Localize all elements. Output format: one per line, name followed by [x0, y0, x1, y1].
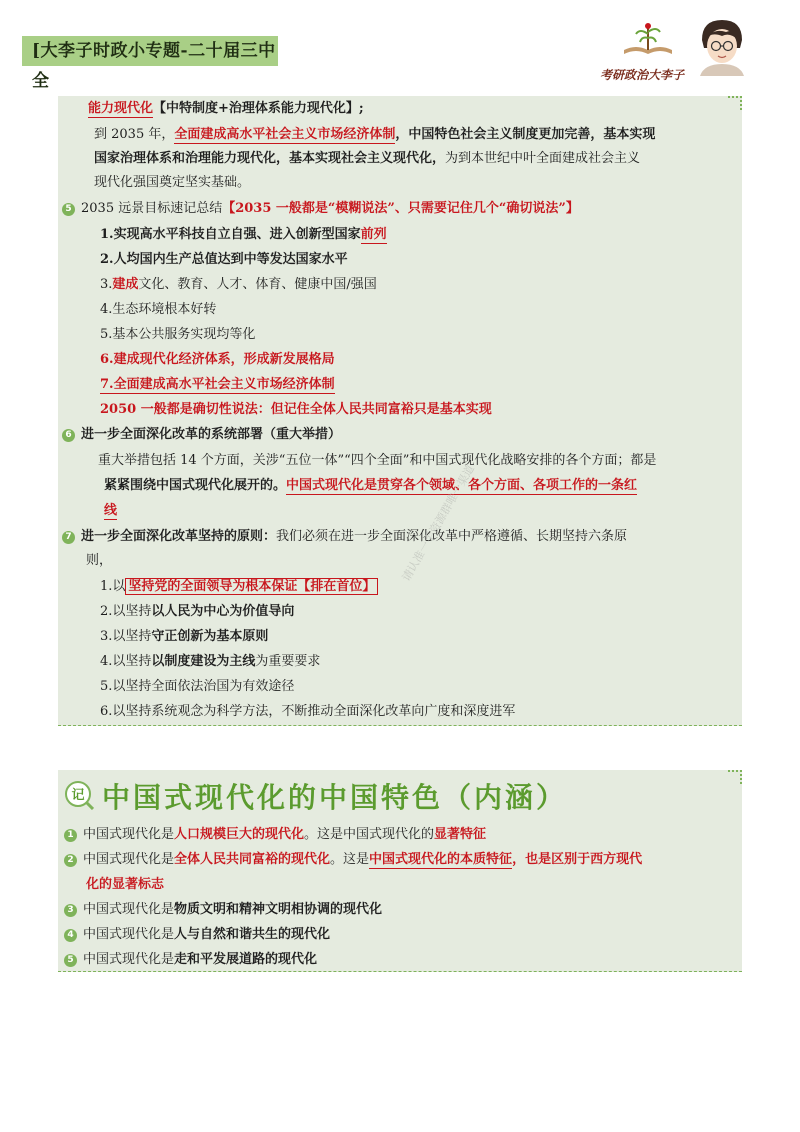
section-heading-7: [62, 528, 627, 546]
text-line: [86, 552, 112, 570]
number-badge-icon: 7: [62, 531, 75, 544]
list-item: [64, 951, 317, 969]
highlight-text: 中国式现代化的本质特征: [369, 852, 513, 867]
text-span: 2.以坚持: [100, 604, 152, 619]
list-item: [100, 301, 216, 319]
list-item: [100, 326, 255, 344]
text-span: 物质文明和精神文明相协调的现代化: [174, 902, 383, 917]
highlight-text: 中国式现代化是贯穿各个领域、各个方面、各项工作的一条红: [286, 478, 638, 493]
number-badge-icon: 4: [64, 929, 77, 942]
watermark-text: 请认准一手资源群唯一渠道: [399, 462, 477, 584]
text-span: 2035 远景目标速记总结: [81, 201, 223, 216]
highlight-text: 2050 一般都是确切性说法：但记住全体人民共同富裕只是基本实现: [100, 402, 492, 417]
card-corner-decoration: [728, 770, 742, 784]
text-span: 我们必须在进一步全面深化改革中严格遵循、长期坚持六条原: [276, 529, 628, 544]
text-span: 3.以坚持: [100, 629, 152, 644]
text-span: 走和平发展道路的现代化: [174, 952, 318, 967]
text-span: 紧紧围绕中国式现代化展开的。: [104, 478, 287, 493]
text-span: 守正创新为基本原则: [151, 629, 269, 644]
highlight-text: 线: [104, 503, 118, 518]
content-card-reform: [58, 96, 742, 726]
highlight-text: 建成: [112, 277, 139, 292]
list-item: [64, 926, 330, 944]
text-line: [94, 150, 640, 168]
brand: [600, 18, 750, 82]
list-item: [100, 226, 387, 244]
text-span: 中国式现代化是: [83, 827, 175, 842]
note-badge-icon: [64, 780, 94, 810]
highlight-text: 显著特征: [434, 827, 487, 842]
highlight-text: 【2035 一般都是“模糊说法”、只需要记住几个“确切说法”】: [222, 201, 579, 216]
section-heading-6: [62, 426, 341, 444]
highlight-text: ，也是区别于西方现代: [512, 852, 643, 867]
text-span: 4.以坚持: [100, 654, 152, 669]
text-line: [94, 126, 655, 144]
list-item: [100, 401, 492, 419]
highlight-text: 能力现代化: [88, 101, 154, 116]
list-item: [100, 376, 335, 394]
text-span: 中国式现代化是: [83, 952, 175, 967]
list-item: [100, 653, 320, 671]
number-badge-icon: 1: [64, 829, 77, 842]
highlight-text: 人口规模巨大的现代化: [174, 827, 305, 842]
number-badge-icon: 2: [64, 854, 77, 867]
text-line: [104, 502, 117, 520]
list-item: [100, 628, 268, 646]
text-span: 1.实现高水平科技自立自强、进入创新型国家: [100, 227, 361, 242]
text-span: 4.生态环境根本好转: [100, 302, 217, 317]
text-span: ，中国特色社会主义制度更加完善，基本实现: [395, 127, 656, 142]
text-span: 【中特制度+治理体系能力现代化】;: [153, 101, 364, 116]
text-span: 。这是中国式现代化的: [304, 827, 435, 842]
highlight-text: 前列: [360, 227, 387, 242]
section-heading-5: [62, 200, 579, 218]
text-span: 中国式现代化是: [83, 902, 175, 917]
text-span: 为重要要求: [255, 654, 321, 669]
list-item: [100, 678, 294, 696]
highlight-text: 全面建成高水平社会主义市场经济体制: [174, 127, 396, 142]
number-badge-icon: 6: [62, 429, 75, 442]
text-span: 进一步全面深化改革的系统部署（重大举措）: [81, 427, 342, 442]
text-span: 3.: [100, 277, 113, 292]
text-span: 国家治理体系和治理能力现代化，基本实现社会主义现代化，: [94, 151, 446, 166]
text-span: 现代化强国奠定坚实基础。: [94, 175, 251, 190]
text-span: 为到本世纪中叶全面建成社会主义: [445, 151, 641, 166]
highlight-text: 全体人民共同富裕的现代化: [174, 852, 331, 867]
text-span: 到 2035 年，: [94, 127, 175, 142]
note-badge-label: 记: [71, 788, 85, 803]
text-line: [98, 452, 656, 470]
list-item: [64, 826, 486, 844]
avatar-icon: [696, 18, 748, 76]
book-tree-logo-icon: [620, 20, 676, 60]
list-item: [100, 251, 348, 269]
text-span: 以制度建设为主线: [151, 654, 256, 669]
text-line: [88, 100, 364, 118]
text-span: 中国式现代化是: [83, 852, 175, 867]
text-line: [86, 876, 164, 894]
highlight-text: 7.全面建成高水平社会主义市场经济体制: [100, 377, 335, 392]
highlight-text: 6.建成现代化经济体系，形成新发展格局: [100, 352, 335, 367]
number-badge-icon: 5: [64, 954, 77, 967]
text-span: 1.以: [100, 579, 126, 594]
section-title: 中国式现代化的中国特色（内涵）: [102, 781, 568, 814]
text-span: 重大举措包括 14 个方面，关涉“五位一体”“四个全面”和中国式现代化战略安排的各个方面；都是: [98, 453, 657, 468]
card-corner-decoration: [728, 96, 742, 110]
list-item: [64, 901, 382, 919]
text-line: [104, 477, 637, 495]
text-span: 人与自然和谐共生的现代化: [174, 927, 331, 942]
number-badge-icon: 5: [62, 203, 75, 216]
list-item: [64, 851, 642, 869]
number-badge-icon: 3: [64, 904, 77, 917]
text-span: 进一步全面深化改革坚持的原则：: [81, 529, 277, 544]
text-span: 则，: [86, 553, 113, 568]
text-span: 文化、教育、人才、体育、健康中国/强国: [138, 277, 377, 292]
text-line: [94, 174, 250, 192]
highlight-text: 坚持党的全面领导为根本保证【排在首位】: [125, 578, 378, 595]
text-span: 5.以坚持全面依法治国为有效途径: [100, 679, 295, 694]
text-span: 6.以坚持系统观念为科学方法，不断推动全面深化改革向广度和深度进军: [100, 704, 516, 719]
header-tab-title: [大李子时政小专题-二十届三中全: [22, 36, 278, 66]
text-span: 2.人均国内生产总值达到中等发达国家水平: [100, 252, 348, 267]
list-item: [100, 578, 378, 596]
text-span: 。这是: [330, 852, 370, 867]
content-card-characteristics: [58, 770, 742, 972]
text-span: 中国式现代化是: [83, 927, 175, 942]
list-item: [100, 703, 515, 721]
text-span: 以人民为中心为价值导向: [151, 604, 295, 619]
list-item: [100, 351, 335, 369]
brand-text: 考研政治大李子: [600, 68, 685, 82]
highlight-text: 化的显著标志: [86, 877, 165, 892]
text-span: 5.基本公共服务实现均等化: [100, 327, 256, 342]
list-item: [100, 276, 377, 294]
list-item: [100, 603, 294, 621]
